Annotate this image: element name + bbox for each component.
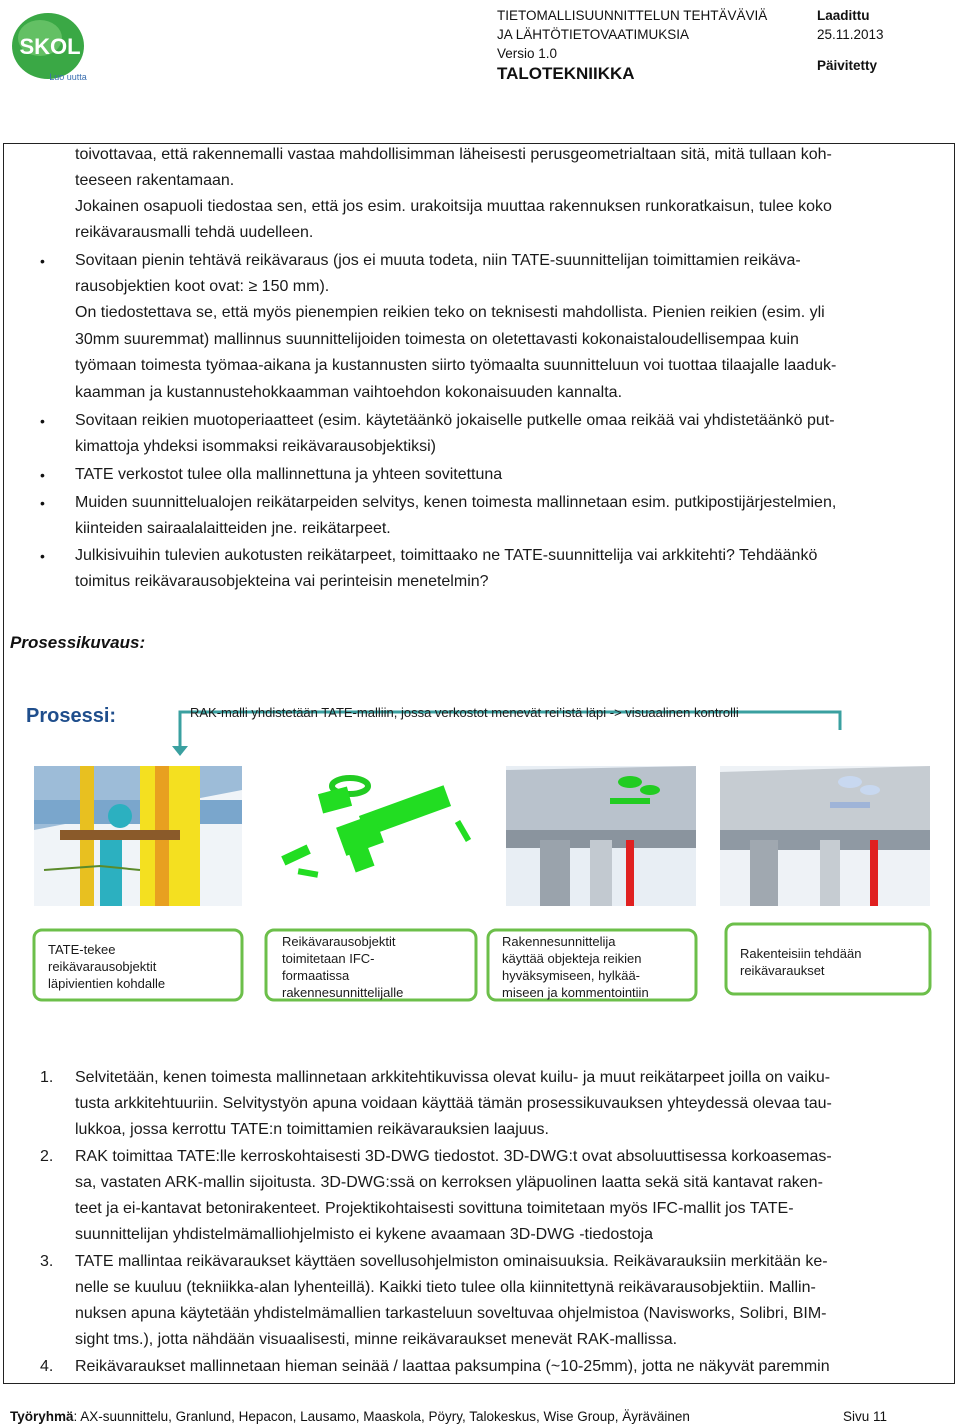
section-heading: Prosessikuvaus: <box>10 633 146 652</box>
page-number: Sivu 11 <box>843 1409 888 1424</box>
bullet-line: Sovitaan pienin tehtävä reikävaraus (jos ei muuta todeta, niin TATE-suunnittelijan toimittamien reikäva- <box>75 252 801 269</box>
bullet-line: kimattoja yhdeksi isommaksi reikävarausobjektiksi) <box>75 438 437 455</box>
list-line: teet ja ei-kantavat betonirakenteet. Projektikohtaisesti sovittuna toimitetaan myös IFC-mallit jos TATE- <box>75 1200 794 1217</box>
model-image-pipes <box>34 766 242 906</box>
list-number: 1. <box>40 1069 54 1086</box>
bullet-line: rausobjektien koot ovat: ≥ 150 mm). <box>75 278 330 295</box>
intro-line: Jokainen osapuoli tiedostaa sen, että jos esim. urakoitsija muuttaa rakennuksen runkoratkaisun, tulee koko <box>75 198 832 215</box>
bullet-line: TATE verkostot tulee olla mallinnettuna ja yhteen sovitettuna <box>75 466 503 483</box>
list-line: sight tms.), jotta nähdään visuaalisesti, minne reikävaraukset menevät RAK-mallissa. <box>75 1331 678 1348</box>
list-line: nuksen apuna käytetään yhdistelmämallien tarkasteluun soveltuvaa ohjelmistoa (Navisworks, Solibri, BIM- <box>75 1305 827 1322</box>
document-subtitle: JA LÄHTÖTIETOVAATIMUKSIA <box>497 27 690 42</box>
process-figure <box>20 690 940 1010</box>
list-line: Reikävaraukset mallinnetaan hieman seinää / laattaa paksumpina (~10-25mm), jotta ne näkyvät paremmin <box>75 1358 830 1375</box>
created-label: Laadittu <box>817 8 870 23</box>
caption-line: läpivientien kohdalle <box>48 976 166 991</box>
list-line: nelle se kuuluu (tekniikka-alan lyhenteillä). Kaikki tieto tulee olla kiinnitettynä reikävarausobjektiin. Mallin- <box>75 1279 816 1296</box>
caption-line: Reikävarausobjektit <box>282 934 396 949</box>
bullet-dot: • <box>40 548 45 564</box>
caption-line: formaatissa <box>282 968 350 983</box>
bullet-dot: • <box>40 253 45 269</box>
list-line: sa, vastaten ARK-mallin sijoitusta. 3D-DWG:ssä on kerroksen yläpuolinen laatta sekä sitä kantavat raken- <box>75 1174 823 1191</box>
caption-line: hyväksymiseen, hylkää- <box>502 968 640 983</box>
document-title: TIETOMALLISUUNNITTELUN TEHTÄVÄVIÄ <box>497 8 768 23</box>
caption-box <box>488 930 696 1000</box>
caption-line: miseen ja kommentointiin <box>502 985 649 1000</box>
bullet-line: työmaan toimesta työmaa-aikana ja kustannusten siirto työmaalta suunnitteluun voi tuottaa tilaajalle laaduk- <box>75 357 837 374</box>
caption-box <box>34 930 242 1000</box>
bullet-line: Julkisivuihin tulevien aukotusten reikätarpeet, toimittaako ne TATE-suunnittelija vai arkkitehti? Tehdäänkö <box>75 547 818 564</box>
list-line: RAK toimittaa TATE:lle kerroskohtaisesti 3D-DWG tiedostot. 3D-DWG:t ovat absoluuttisessa korkoasemas- <box>75 1148 832 1165</box>
bullet-line: kaamman ja kustannustehokkaamman vaihtoehdon kokonaisuuden kannalta. <box>75 384 623 401</box>
bullet-line: kiinteiden sairaalalaitteiden jne. reikätarpeet. <box>75 520 391 537</box>
list-number: 2. <box>40 1148 54 1165</box>
intro-line: reikävarausmalli tehdä uudelleen. <box>75 224 314 241</box>
list-line: suunnittelijan yhdistelmämalliohjelmisto ei kykene avaamaan 3D-DWG -tiedostoja <box>75 1226 654 1243</box>
document-department: TALOTEKNIIKKA <box>497 64 635 83</box>
bullet-dot: • <box>40 413 45 429</box>
footer-workgroup <box>10 1409 690 1424</box>
document-version: Versio 1.0 <box>497 46 558 61</box>
workgroup-label: Työryhmä <box>10 1409 74 1424</box>
bullet-line: 30mm suuremmat) mallinnus suunnittelijoiden toimesta on oletettavasti kokonaistaloudellisempaa kuin <box>75 331 799 348</box>
list-line: tusta arkkitehtuuriin. Selvitystyön apuna voidaan käyttää tämän prosessikuvauksen yhteydessä olevaa tau- <box>75 1095 832 1112</box>
bullet-line: Muiden suunnittelualojen reikätarpeiden selvitys, kenen toimesta mallinnetaan esim. putkipostijärjestelmien, <box>75 494 837 511</box>
intro-line: toivottavaa, että rakennemalli vastaa mahdollisimman läheisesti perusgeometrialtaan sitä, mitä tullaan koh- <box>75 146 832 163</box>
list-line: TATE mallintaa reikävaraukset käyttäen sovellusohjelmiston ominaisuuksia. Reikävarauksiin merkitään ke- <box>75 1253 828 1270</box>
caption-line: Rakenteisiin tehdään <box>740 946 862 961</box>
caption-line: toimitetaan IFC- <box>282 951 375 966</box>
list-number: 3. <box>40 1253 54 1270</box>
logo-tagline: Luo uutta <box>49 72 87 82</box>
list-line: lukkoa, jossa kerrottu TATE:n toimittamien reikävarauksien laajuus. <box>75 1121 549 1138</box>
caption-line: reikävaraukset <box>740 963 825 978</box>
caption-box <box>266 930 476 1000</box>
intro-line: teeseen rakentamaan. <box>75 172 235 189</box>
bullet-dot: • <box>40 467 45 483</box>
caption-line: rakennesunnittelijalle <box>282 985 404 1000</box>
list-line: Selvitetään, kenen toimesta mallinnetaan arkkitehtikuvissa olevat kuilu- ja muut reikätarpeet joilla on vaiku- <box>75 1069 831 1086</box>
caption-box <box>726 924 930 994</box>
list-number: 4. <box>40 1358 54 1375</box>
bullet-line: Sovitaan reikien muotoperiaatteet (esim. käytetäänkö jokaiselle putkelle omaa reikää vai yhdistetäänkö put- <box>75 412 835 429</box>
model-image-openings <box>720 766 930 906</box>
figure-banner: RAK-malli yhdistetään TATE-malliin, jossa verkostot menevät rei’istä läpi -> visuaalinen kontrolli <box>190 705 739 720</box>
figure-title: Prosessi: <box>26 705 117 727</box>
created-date: 25.11.2013 <box>817 27 884 42</box>
logo-text: SKOL <box>19 34 81 59</box>
model-image-beams <box>506 766 696 906</box>
caption-line: käyttää objekteja reikien <box>502 951 642 966</box>
model-image-objects <box>266 766 476 906</box>
caption-line: Rakennesunnittelija <box>502 934 616 949</box>
bullet-line: On tiedostettava se, että myös pienempien reikien teko on teknisesti mahdollista. Pienien reikien (esim. yli <box>75 304 825 321</box>
workgroup-members: : AX-suunnittelu, Granlund, Hepacon, Lausamo, Maaskola, Pöyry, Talokeskus, Wise Group, Äyräväinen <box>73 1409 690 1424</box>
caption-line: TATE-tekee <box>48 942 116 957</box>
bullet-dot: • <box>40 495 45 511</box>
caption-line: reikävarausobjektit <box>48 959 157 974</box>
bullet-line: toimitus reikävarausobjekteina vai perinteisin menetelmin? <box>75 573 489 590</box>
skol-logo <box>10 8 100 84</box>
updated-label: Päivitetty <box>817 58 878 73</box>
